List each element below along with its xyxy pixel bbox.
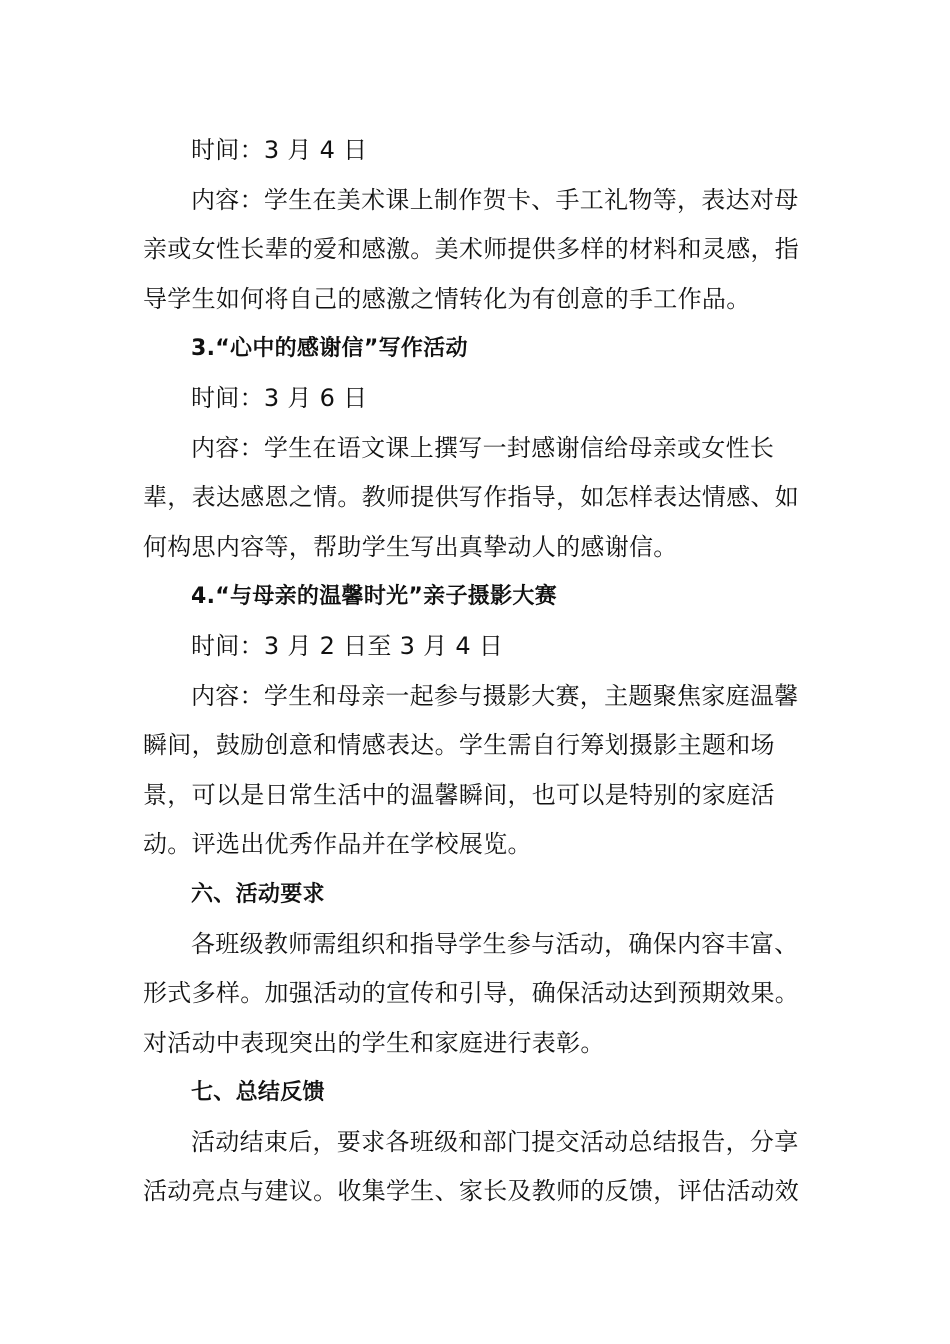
content-paragraph-3-line-1: 内容：学生和母亲一起参与摄影大赛，主题聚焦家庭温馨: [191, 681, 799, 710]
requirements-paragraph-line-3: 对活动中表现突出的学生和家庭进行表彰。: [143, 1028, 605, 1057]
content-paragraph-2-line-2: 辈，表达感恩之情。教师提供写作指导，如怎样表达情感、如: [143, 483, 800, 512]
content-paragraph-3-line-3: 景，可以是日常生活中的温馨瞬间，也可以是特别的家庭活: [143, 780, 775, 809]
feedback-paragraph-line-2: 活动亮点与建议。收集学生、家长及教师的反馈，评估活动效: [143, 1177, 800, 1206]
section-heading-requirements: 六、活动要求: [191, 881, 325, 907]
requirements-paragraph-line-1: 各班级教师需组织和指导学生参与活动，确保内容丰富、: [191, 929, 799, 958]
content-paragraph-1-line-3: 导学生如何将自己的感激之情转化为有创意的手工作品。: [143, 284, 751, 313]
requirements-paragraph-line-2: 形式多样。加强活动的宣传和引导，确保活动达到预期效果。: [143, 979, 800, 1008]
content-paragraph-1-line-2: 亲或女性长辈的爱和感激。美术师提供多样的材料和灵感，指: [143, 235, 800, 264]
content-paragraph-2-line-1: 内容：学生在语文课上撰写一封感谢信给母亲或女性长: [191, 433, 775, 462]
content-paragraph-3-line-4: 动。评选出优秀作品并在学校展览。: [143, 830, 532, 859]
section-heading-feedback: 七、总结反馈: [191, 1080, 325, 1106]
time-line-3: 时间：3 月 2 日至 3 月 4 日: [191, 631, 504, 660]
time-line-2: 时间：3 月 6 日: [191, 383, 368, 412]
section-heading-4: 4.“与母亲的温馨时光”亲子摄影大赛: [191, 584, 557, 610]
content-paragraph-2-line-3: 何构思内容等，帮助学生写出真挚动人的感谢信。: [143, 532, 678, 561]
content-paragraph-3-line-2: 瞬间，鼓励创意和情感表达。学生需自行筹划摄影主题和场: [143, 731, 775, 760]
content-paragraph-1-line-1: 内容：学生在美术课上制作贺卡、手工礼物等，表达对母: [191, 185, 799, 214]
feedback-paragraph-line-1: 活动结束后，要求各班级和部门提交活动总结报告，分享: [191, 1127, 799, 1156]
time-line-1: 时间：3 月 4 日: [191, 136, 368, 164]
document-body: [143, 126, 808, 1217]
section-heading-3: 3.“心中的感谢信”写作活动: [191, 336, 468, 362]
